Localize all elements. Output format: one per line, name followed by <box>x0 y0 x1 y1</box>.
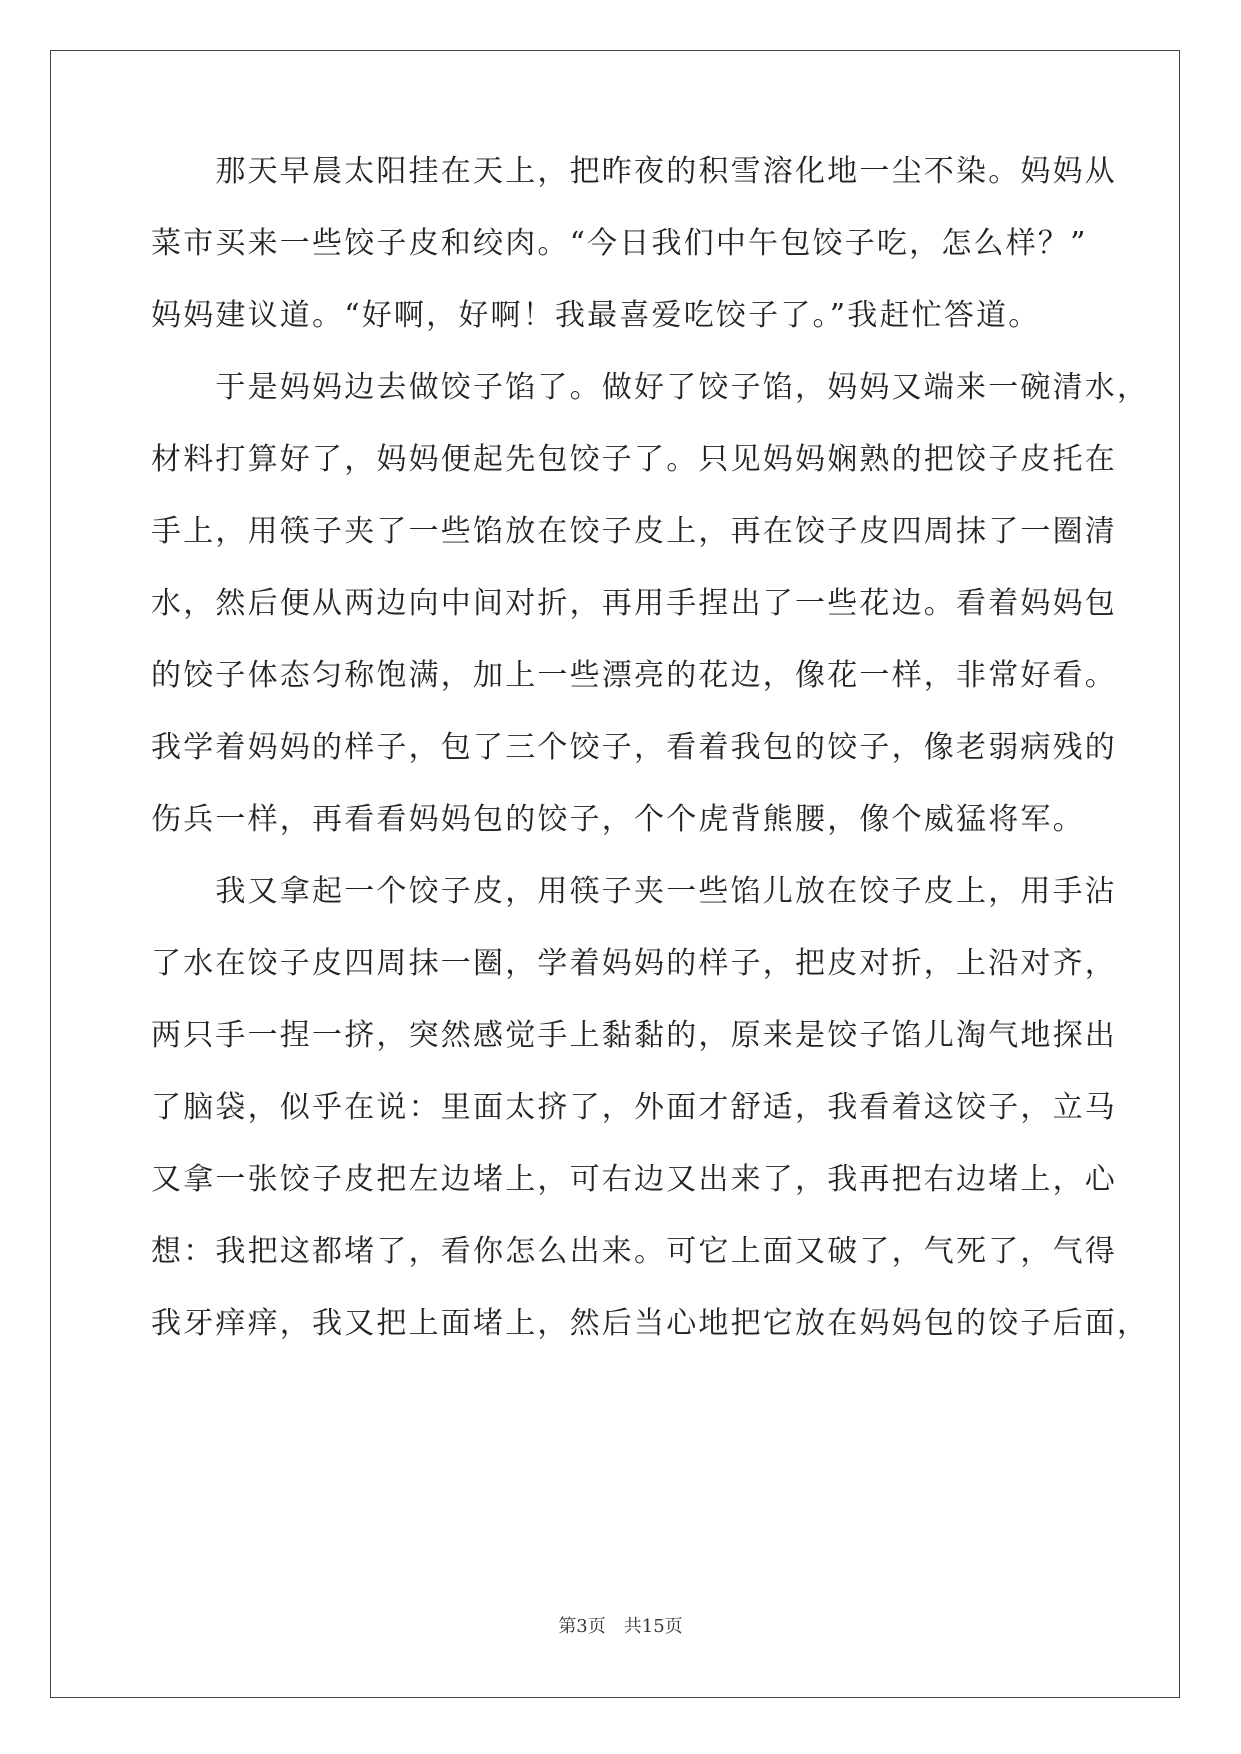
text-line: 水，然后便从两边向中间对折，再用手捏出了一些花边。看着妈妈包 <box>151 586 1117 621</box>
text-line: 那天早晨太阳挂在天上，把昨夜的积雪溶化地一尘不染。妈妈从 <box>151 154 1117 189</box>
text-line: 两只手一捏一挤，突然感觉手上黏黏的，原来是饺子馅儿淘气地探出 <box>151 1018 1117 1053</box>
text-line: 又拿一张饺子皮把左边堵上，可右边又出来了，我再把右边堵上，心 <box>151 1162 1117 1197</box>
text-line: 想：我把这都堵了，看你怎么出来。可它上面又破了，气死了，气得 <box>151 1234 1117 1269</box>
text-line: 妈妈建议道。“好啊，好啊！我最喜爱吃饺子了。”我赶忙答道。 <box>151 298 1041 333</box>
text-line: 我又拿起一个饺子皮，用筷子夹一些馅儿放在饺子皮上，用手沾 <box>151 874 1117 909</box>
text-line: 材料打算好了，妈妈便起先包饺子了。只见妈妈娴熟的把饺子皮托在 <box>151 442 1117 477</box>
text-line: 伤兵一样，再看看妈妈包的饺子，个个虎背熊腰，像个威猛将军。 <box>151 802 1085 837</box>
text-line: 了水在饺子皮四周抹一圈，学着妈妈的样子，把皮对折，上沿对齐， <box>151 946 1117 981</box>
text-line: 手上，用筷子夹了一些馅放在饺子皮上，再在饺子皮四周抹了一圈清 <box>151 514 1117 549</box>
page-number: 第3页 共15页 <box>558 1616 683 1637</box>
text-line: 的饺子体态匀称饱满，加上一些漂亮的花边，像花一样，非常好看。 <box>151 658 1117 693</box>
text-line: 于是妈妈边去做饺子馅了。做好了饺子馅，妈妈又端来一碗清水， <box>151 370 1150 405</box>
text-line: 菜市买来一些饺子皮和绞肉。“今日我们中午包饺子吃，怎么样？” <box>151 226 1088 261</box>
text-line: 我牙痒痒，我又把上面堵上，然后当心地把它放在妈妈包的饺子后面， <box>151 1306 1150 1341</box>
text-line: 了脑袋，似乎在说：里面太挤了，外面才舒适，我看着这饺子，立马 <box>151 1090 1117 1125</box>
text-line: 我学着妈妈的样子，包了三个饺子，看着我包的饺子，像老弱病残的 <box>151 730 1117 765</box>
